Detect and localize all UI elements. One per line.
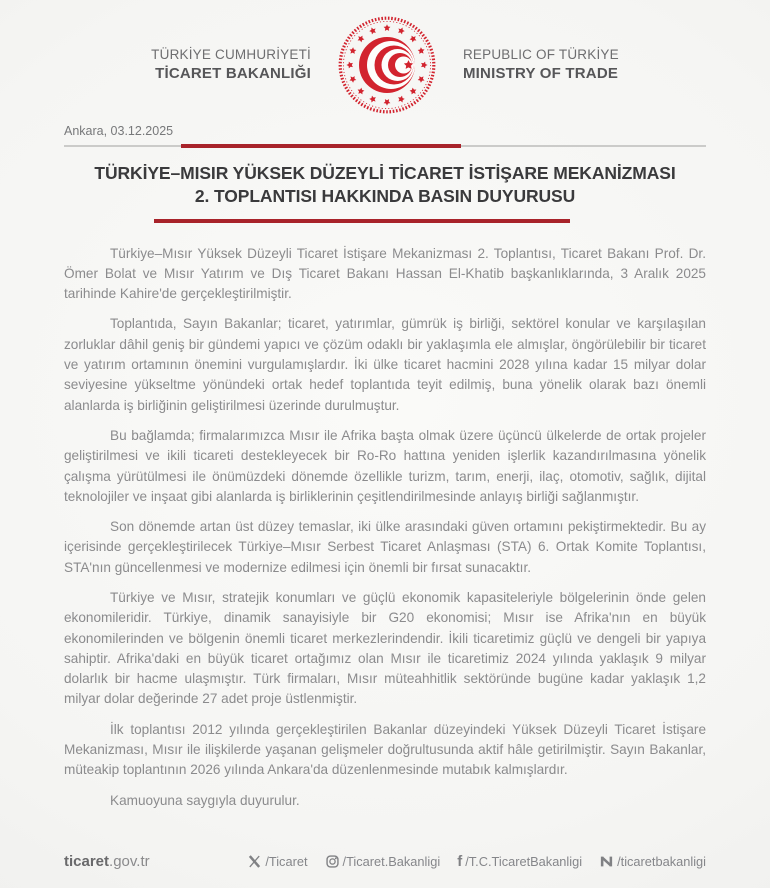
facebook-icon: f <box>457 853 463 870</box>
press-release-body <box>64 244 706 811</box>
ministry-name-en-line1: REPUBLIC OF TÜRKİYE <box>462 47 619 63</box>
paragraph-6: İlk toplantısı 2012 yılında gerçekleştirilen Bakanlar düzeyindeki Yüksek Düzeyli Ticaret İstişare Mekanizması, Mısır ile ilişkilerde yaşanan gelişmeler doğrultusunda aktif hâle getirilmiştir. Sayın Bakanlar, müteakip toplantının 2026 yılında Ankara'da düzenlenmesinde mutabık kalmışlardır. <box>64 721 706 778</box>
title-underline <box>154 219 570 223</box>
social-links <box>247 854 706 869</box>
ministry-name-tr-line1: TÜRKİYE CUMHURİYETİ <box>151 47 311 63</box>
social-x-link[interactable] <box>247 854 307 869</box>
paragraph-2: Toplantıda, Sayın Bakanlar; ticaret, yatırımlar, gümrük iş birliği, sektörel konular ve karşılaşılan zorluklar dâhil geniş bir gündemi yapıcı ve çözüm odaklı bir yaklaşımla ele almışlar, öngörülebilir bir ticaret ve yatırım ortamının önemini vurgulamışlardır. İki ülke ticaret hacmini 2028 yılına kadar 15 milyar dolar seviyesine yükseltme yönündeki ortak hedef toplantıda teyit edilmiş, buna yönelik olarak bazı önemli alanlarda iş birliğinin geliştirilmesi üzerinde durulmuştur. <box>64 316 706 413</box>
footer <box>64 853 706 870</box>
paragraph-1: Türkiye–Mısır Yüksek Düzeyli Ticaret İstişare Mekanizması 2. Toplantısı, Ticaret Bakanı Prof. Dr. Ömer Bolat ve Mısır Yatırım ve Dış Ticaret Bakanı Hassan El-Khatib başkanlıklarında, 3 Aralık 2025 tarihinde Kahire'de gerçekleştirilmiştir. <box>64 245 706 302</box>
page-title: TÜRKİYE–MISIR YÜKSEK DÜZEYLİ TİCARET İSTİŞARE MEKANİZMASI 2. TOPLANTISI HAKKINDA BASIN DUYURUSU <box>94 163 676 207</box>
social-instagram-link[interactable] <box>325 854 441 869</box>
website-link[interactable] <box>64 853 150 870</box>
x-icon <box>247 854 262 869</box>
social-instagram-handle: /Ticaret.Bakanligi <box>342 854 441 869</box>
ministry-name-english <box>463 46 619 83</box>
social-facebook-link[interactable] <box>457 854 582 869</box>
paragraph-3: Bu bağlamda; firmalarımızca Mısır ile Afrika başta olmak üzere üçüncü ülkelerde de ortak projeler geliştirilmesi ve ikili ticareti destekleyecek bir Ro-Ro hattına yeniden işlerlik kazandırılmasına yönelik çalışma yürütülmesi ile önümüzdeki dönemde özellikle turizm, tarım, enerji, ilaç, otomotiv, sağlık, dijital teknolojiler ve inşaat gibi alanlarda iş birliklerinin çeşitlendirilmesinde anlayış birliği sağlanmıştır. <box>64 427 706 504</box>
website-link-bold: ticaret <box>64 853 110 870</box>
header-divider <box>64 145 706 147</box>
dateline: Ankara, 03.12.2025 <box>64 124 174 138</box>
paragraph-5: Türkiye ve Mısır, stratejik konumları ve güçlü ekonomik kapasiteleriyle bölgelerinin önde gelen ekonomileridir. Türkiye, dinamik sanayisiyle bir G20 ekonomisi; Mısır ise Afrika'nın en büyük ekonomilerinden ve bölgenin önemli ticaret merkezlerindendir. İkili ticaretimiz güçlü ve dengeli bir yapıya sahiptir. Afrika'daki en büyük ticaret ortağımız olan Mısır ile ticaretimiz 2024 yılında yaklaşık 9 milyar dolarlık bir hacme ulaşmıştır. Türk firmaları, Mısır müteahhitlik sektöründe bugüne kadar yaklaşık 1,2 milyar dolar değerinde 27 adet proje üstlenmiştir. <box>64 589 706 707</box>
ministry-header <box>0 0 770 116</box>
instagram-icon <box>325 854 340 869</box>
paragraph-4: Son dönemde artan üst düzey temaslar, iki ülke arasındaki güven ortamını pekiştirmektedir. Bu ay içerisinde gerçekleştirilecek Türkiye–Mısır Serbest Ticaret Anlaşması (STA) 6. Ortak Komite Toplantısı, STA'nın güncellenmesi ve modernize edilmesi için önemli bir fırsat sunacaktır. <box>64 519 706 575</box>
social-x-handle: /Ticaret <box>265 854 308 869</box>
ministry-name-tr-line2: TİCARET BAKANLIĞI <box>155 65 311 83</box>
social-facebook-handle: /T.C.TicaretBakanligi <box>465 854 583 869</box>
social-nsosyal-handle: /ticaretbakanligi <box>617 854 706 869</box>
social-nsosyal-link[interactable] <box>599 854 706 869</box>
header-divider-red-accent <box>181 144 461 148</box>
ministry-name-en-line2: MINISTRY OF TRADE <box>462 65 619 83</box>
ministry-name-turkish <box>151 46 311 83</box>
ministry-of-trade-emblem-icon <box>337 15 437 115</box>
closing-line: Kamuoyuna saygıyla duyurulur. <box>110 792 300 808</box>
nsosyal-icon <box>599 854 614 869</box>
website-link-rest: .gov.tr <box>109 853 150 870</box>
